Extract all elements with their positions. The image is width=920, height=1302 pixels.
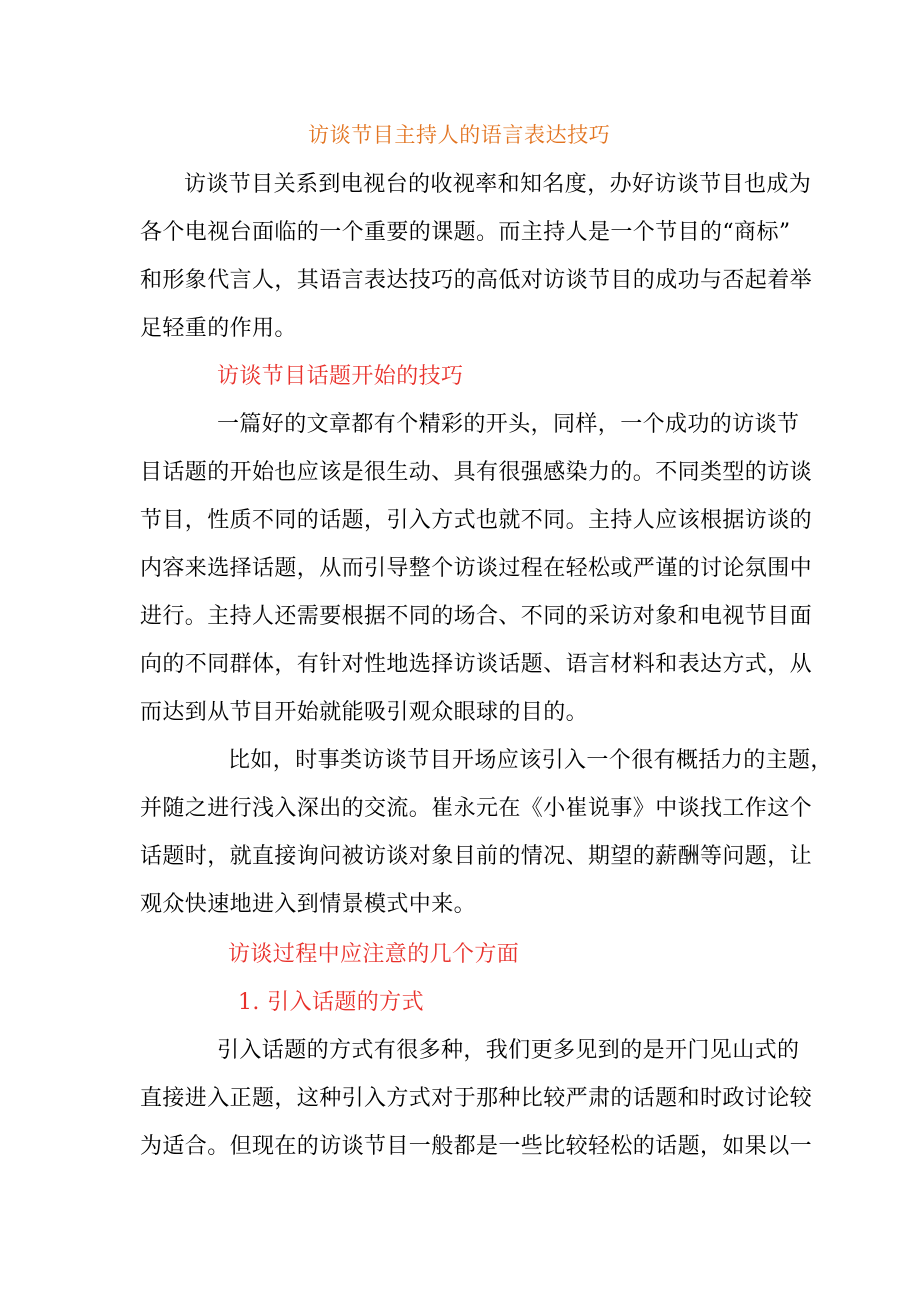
section1-para2-line: 话题时，就直接询问被访谈对象目前的情况、期望的薪酬等问题，让 xyxy=(140,844,813,869)
section1-para2-line: 观众快速地进入到情景模式中来。 xyxy=(140,892,477,917)
section2-para-line: 为适合。但现在的访谈节目一般都是一些比较轻松的话题，如果以一 xyxy=(140,1134,813,1159)
section1-para1-line: 向的不同群体，有针对性地选择访谈话题、语言材料和表达方式，从 xyxy=(140,652,813,677)
section-heading-opening: 访谈节目话题开始的技巧 xyxy=(217,364,464,389)
section-heading-process: 访谈过程中应注意的几个方面 xyxy=(228,942,520,967)
section1-para1-line: 而达到从节目开始就能吸引观众眼球的目的。 xyxy=(140,700,589,725)
section2-para-line: 直接进入正题，这种引入方式对于那种比较严肃的话题和时政讨论较 xyxy=(140,1086,813,1111)
section2-para-line: 引入话题的方式有很多种，我们更多见到的是开门见山式的 xyxy=(217,1038,800,1063)
intro-line: 访谈节目关系到电视台的收视率和知名度，办好访谈节目也成为 xyxy=(184,172,812,197)
section1-para1-line: 节目，性质不同的话题，引入方式也就不同。主持人应该根据访谈的 xyxy=(140,508,813,533)
intro-line: 足轻重的作用。 xyxy=(140,316,297,341)
section1-para1-line: 内容来选择话题，从而引导整个访谈过程在轻松或严谨的讨论氛围中 xyxy=(140,556,813,581)
section1-para2-line: 比如，时事类访谈节目开场应该引入一个很有概括力的主题， xyxy=(228,748,833,773)
subsection-heading-intro: 1. 引入话题的方式 xyxy=(238,990,424,1015)
section1-para1-line: 目话题的开始也应该是很生动、具有很强感染力的。不同类型的访谈 xyxy=(140,460,813,485)
section1-para1-line: 一篇好的文章都有个精彩的开头，同样，一个成功的访谈节 xyxy=(217,412,800,437)
document-title: 访谈节目主持人的语言表达技巧 xyxy=(308,123,611,147)
section1-para2-line: 并随之进行浅入深出的交流。崔永元在《小崔说事》中谈找工作这个 xyxy=(140,796,813,821)
section1-para1-line: 进行。主持人还需要根据不同的场合、不同的采访对象和电视节目面 xyxy=(140,604,813,629)
intro-line: 和形象代言人，其语言表达技巧的高低对访谈节目的成功与否起着举 xyxy=(140,268,813,293)
intro-line: 各个电视台面临的一个重要的课题。而主持人是一个节目的“商标” xyxy=(140,220,791,245)
